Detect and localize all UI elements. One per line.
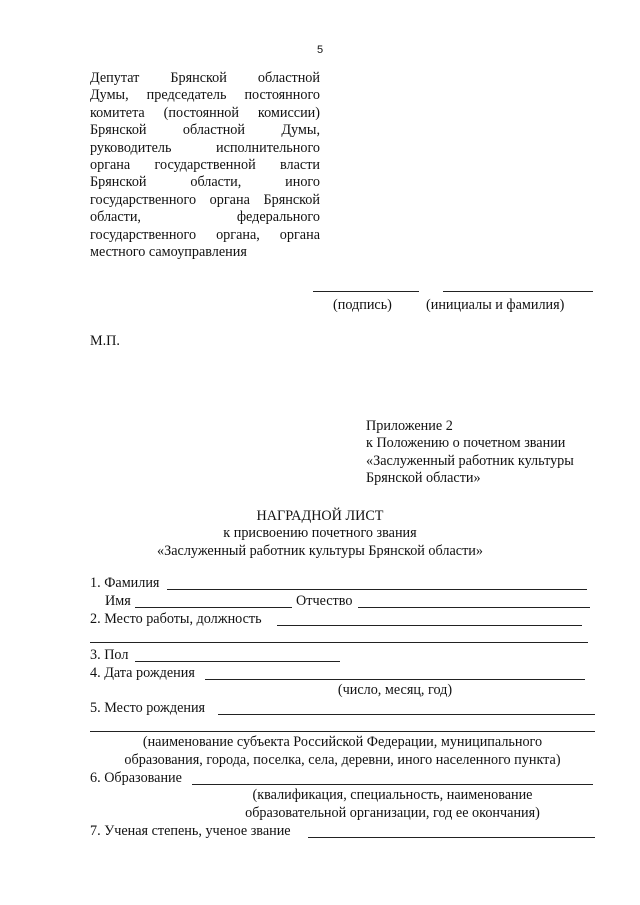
signatory-line: Брянской областной Думы, bbox=[90, 122, 320, 139]
workplace-blank[interactable] bbox=[277, 625, 582, 626]
signatory-line: комитета (постоянной комиссии) bbox=[90, 104, 320, 121]
workplace-label: 2. Место работы, должность bbox=[90, 611, 262, 627]
signatory-line: государственного органа, органа bbox=[90, 226, 320, 243]
initials-surname-blank[interactable] bbox=[443, 291, 593, 292]
birth-date-blank[interactable] bbox=[205, 679, 585, 680]
form-subtitle: «Заслуженный работник культуры Брянской области» bbox=[157, 542, 483, 559]
name-label: Имя bbox=[105, 593, 131, 609]
birth-place-hint: образования, города, поселка, села, деревни, иного населенного пункта) bbox=[124, 752, 561, 768]
appendix-line: «Заслуженный работник культуры bbox=[366, 452, 574, 469]
page-number: 5 bbox=[316, 44, 324, 56]
gender-label: 3. Пол bbox=[90, 647, 129, 663]
signature-blank[interactable] bbox=[313, 291, 419, 292]
birth-place-label: 5. Место рождения bbox=[90, 700, 206, 716]
birth-place-hint: (наименование субъекта Российской Федерации, муниципального bbox=[142, 734, 543, 750]
name-blank[interactable] bbox=[135, 607, 292, 608]
degree-label: 7. Ученая степень, ученое звание bbox=[90, 823, 291, 839]
signatory-line: Депутат Брянской областной bbox=[90, 70, 320, 86]
education-blank[interactable] bbox=[192, 784, 593, 785]
birth-date-label: 4. Дата рождения bbox=[90, 665, 195, 681]
signatory-line: Думы, председатель постоянного bbox=[90, 87, 320, 104]
education-hint: (квалификация, специальность, наименование bbox=[252, 787, 533, 803]
birth-place-blank-continued[interactable] bbox=[90, 731, 595, 732]
gender-blank[interactable] bbox=[135, 661, 340, 662]
birth-date-hint: (число, месяц, год) bbox=[337, 682, 453, 698]
appendix-header bbox=[366, 418, 626, 488]
appendix-line: Приложение 2 bbox=[366, 418, 453, 434]
birth-place-blank[interactable] bbox=[218, 714, 595, 715]
initials-surname-label: (инициалы и фамилия) bbox=[426, 297, 565, 313]
stamp-label: М.П. bbox=[90, 333, 120, 349]
signatory-line: местного самоуправления bbox=[90, 244, 247, 261]
appendix-line: Брянской области» bbox=[366, 470, 481, 487]
workplace-blank-continued[interactable] bbox=[90, 642, 588, 643]
signature-label: (подпись) bbox=[333, 297, 392, 313]
degree-blank[interactable] bbox=[308, 837, 595, 838]
education-label: 6. Образование bbox=[90, 770, 182, 786]
signatory-line: Брянской области, иного bbox=[90, 174, 320, 191]
signatory-line: руководитель исполнительного bbox=[90, 139, 320, 156]
patronymic-label: Отчество bbox=[296, 593, 353, 609]
appendix-line: к Положению о почетном звании bbox=[366, 435, 566, 452]
signatory-line: государственного органа Брянской bbox=[90, 191, 320, 208]
surname-blank[interactable] bbox=[167, 589, 587, 590]
surname-label: 1. Фамилия bbox=[90, 575, 160, 591]
form-title-block bbox=[0, 508, 640, 560]
signatory-line: органа государственной власти bbox=[90, 157, 320, 174]
signatory-line: области, федерального bbox=[90, 209, 320, 226]
form-title: НАГРАДНОЙ ЛИСТ bbox=[256, 508, 384, 524]
signatory-position-block bbox=[90, 70, 320, 261]
patronymic-blank[interactable] bbox=[358, 607, 590, 608]
education-hint: образовательной организации, год ее окончания) bbox=[245, 805, 540, 821]
form-subtitle: к присвоению почетного звания bbox=[223, 525, 417, 542]
